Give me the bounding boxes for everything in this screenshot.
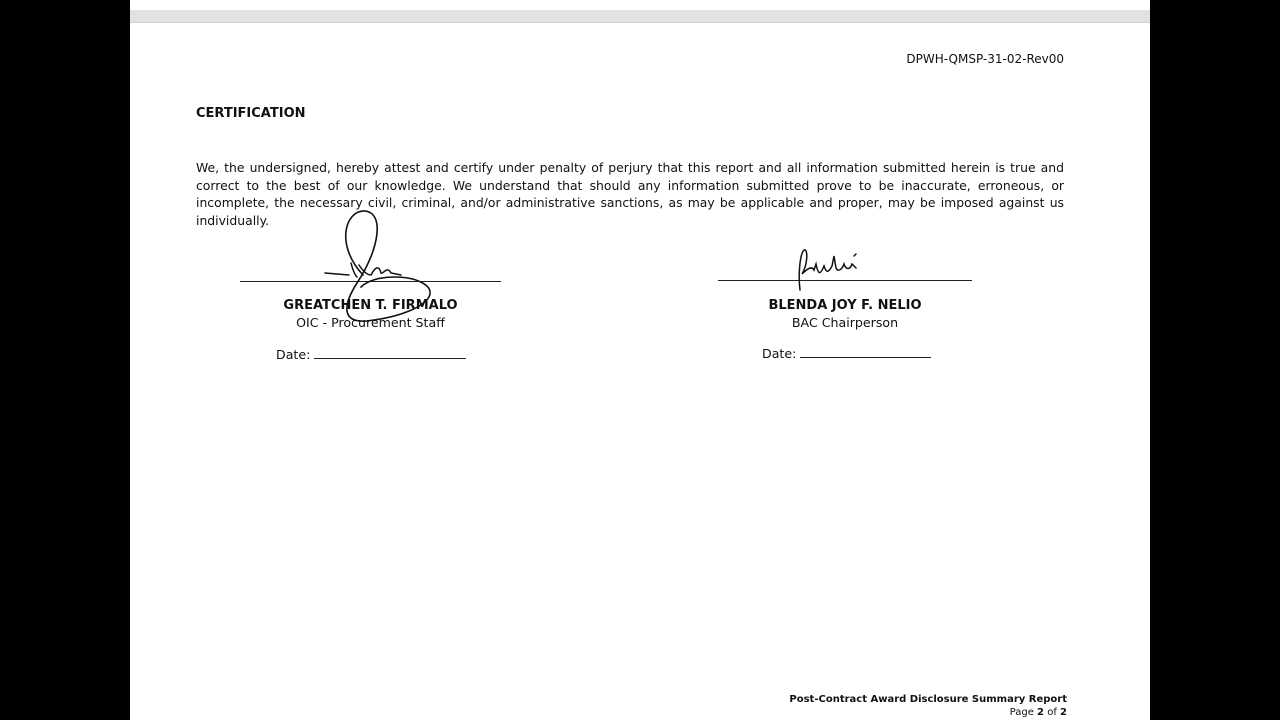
certification-heading: CERTIFICATION: [196, 106, 306, 121]
date-field-right: [762, 345, 931, 361]
date-label: Date:: [276, 347, 311, 362]
report-title: Post-Contract Award Disclosure Summary Report: [789, 694, 1067, 705]
page-number: Page 2 of 2: [1009, 707, 1067, 718]
signatory-role: BAC Chairperson: [791, 315, 899, 330]
page-top-edge: [130, 0, 1150, 23]
date-blank-line: [800, 345, 931, 358]
document-page: [130, 0, 1150, 720]
page-footer: [789, 693, 1067, 719]
page-current: 2: [1037, 707, 1045, 718]
signatory-role: OIC - Procurement Staff: [296, 315, 445, 330]
date-field-left: [276, 346, 466, 362]
signatory-left: [240, 297, 501, 331]
signatory-name: GREATCHEN T. FIRMALO: [283, 298, 458, 313]
signature-right: [794, 244, 874, 294]
document-code: DPWH-QMSP-31-02-Rev00: [906, 52, 1064, 66]
certification-text: We, the undersigned, hereby attest and certify under penalty of perjury that this report and all information submitted herein is true and correct to the best of our knowledge. We understand that should any information submitted prove to be inaccurate, erroneous, or incomplete, the necessary civil, criminal, and/or administrative sanctions, as may be applicable and proper, may be imposed against us individually.: [196, 160, 1064, 228]
signatory-right: [718, 297, 972, 331]
signatory-name: BLENDA JOY F. NELIO: [768, 298, 922, 313]
date-blank-line: [314, 346, 466, 359]
page-total: 2: [1060, 707, 1067, 718]
date-label: Date:: [762, 346, 797, 361]
